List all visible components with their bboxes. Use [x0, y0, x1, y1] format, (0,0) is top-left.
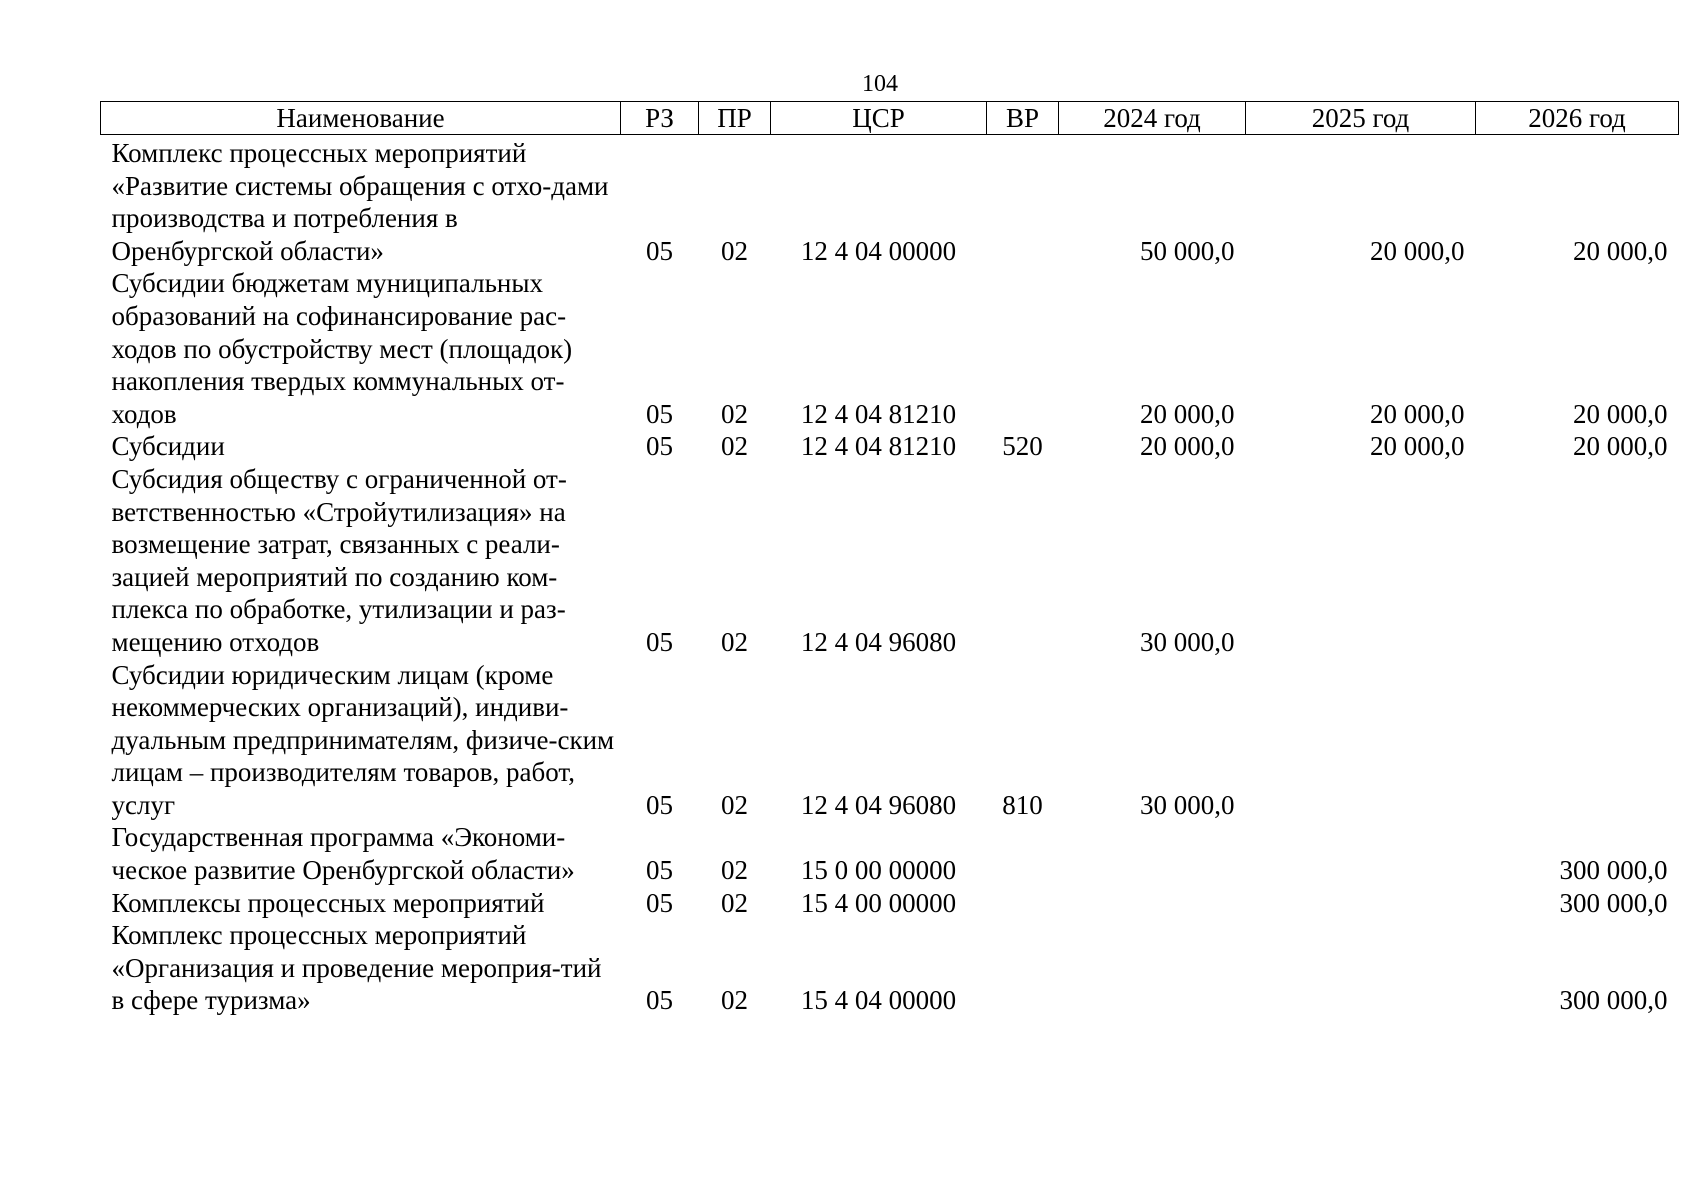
row-2025: 20 000,0	[1370, 431, 1465, 462]
row-csr: 15 0 00 00000	[800, 855, 957, 886]
row-2026: 20 000,0	[1573, 431, 1668, 462]
row-rz: 05	[646, 431, 673, 462]
table-body	[101, 135, 1679, 1018]
row-pr: 02	[721, 887, 748, 918]
row-name: Субсидия обществу с ограниченной от-ветственностью «Стройутилизация» на возмещение затрат, связанных с реали-зацией мероприятий по созданию ком-плекса по обработке, утилизации и раз-мещению отходов	[111, 463, 567, 657]
row-pr: 02	[721, 789, 748, 820]
header-csr: ЦСР	[771, 102, 987, 135]
table-row	[101, 463, 1679, 659]
row-2025	[1246, 659, 1476, 822]
row-name: Комплексы процессных мероприятий	[111, 887, 545, 918]
row-2024: 20 000,0	[1140, 398, 1235, 429]
row-name: Субсидии юридическим лицам (кроме некоммерческих организаций), индиви-дуальным предпринимателям, физиче-ским лицам – производителям товаров, работ, услуг	[111, 659, 615, 820]
row-csr: 12 4 04 81210	[800, 431, 957, 462]
row-vr	[987, 821, 1059, 886]
row-pr: 02	[721, 431, 748, 462]
header-2026: 2026 год	[1476, 102, 1679, 135]
row-2026: 300 000,0	[1559, 887, 1668, 918]
row-2025	[1246, 821, 1476, 886]
row-2026: 20 000,0	[1573, 398, 1668, 429]
row-vr	[987, 919, 1059, 1017]
row-pr: 02	[721, 626, 748, 657]
row-2024	[1059, 887, 1246, 920]
row-csr: 12 4 04 96080	[800, 626, 957, 657]
table-row	[101, 430, 1679, 463]
table-row	[101, 135, 1679, 268]
row-2024: 30 000,0	[1140, 789, 1235, 820]
header-pr: ПР	[699, 102, 771, 135]
row-2026: 300 000,0	[1559, 855, 1668, 886]
table-header	[101, 102, 1679, 135]
row-vr	[987, 463, 1059, 659]
row-rz: 05	[646, 789, 673, 820]
row-csr: 12 4 04 96080	[800, 789, 957, 820]
row-vr	[987, 135, 1059, 268]
row-vr	[987, 267, 1059, 430]
row-2026	[1476, 659, 1679, 822]
row-rz: 05	[646, 626, 673, 657]
row-pr: 02	[721, 985, 748, 1016]
row-rz: 05	[646, 985, 673, 1016]
row-csr: 15 4 00 00000	[800, 887, 957, 918]
row-name: Государственная программа «Экономи-ческое развитие Оренбургской области»	[111, 822, 575, 886]
row-2024	[1059, 821, 1246, 886]
row-2024: 20 000,0	[1140, 431, 1235, 462]
row-2025	[1246, 919, 1476, 1017]
row-rz: 05	[646, 398, 673, 429]
row-2024: 30 000,0	[1140, 626, 1235, 657]
row-2026	[1476, 463, 1679, 659]
row-2024: 50 000,0	[1140, 235, 1235, 266]
header-2025: 2025 год	[1246, 102, 1476, 135]
row-2026: 20 000,0	[1573, 235, 1668, 266]
row-vr	[987, 887, 1059, 920]
row-2026: 300 000,0	[1559, 985, 1668, 1016]
page-number: 104	[862, 71, 898, 97]
budget-table	[100, 101, 1679, 1017]
table-row	[101, 821, 1679, 886]
header-vr: ВР	[987, 102, 1059, 135]
row-csr: 12 4 04 00000	[800, 235, 957, 266]
header-2024: 2024 год	[1059, 102, 1246, 135]
row-2025	[1246, 463, 1476, 659]
header-rz: РЗ	[621, 102, 699, 135]
row-name: Субсидии	[111, 431, 225, 462]
table-row	[101, 919, 1679, 1017]
row-vr: 810	[1002, 789, 1043, 820]
row-name: Комплекс процессных мероприятий «Развитие системы обращения с отхо-дами производства и потребления в Оренбургской области»	[111, 138, 609, 266]
row-pr: 02	[721, 855, 748, 886]
row-rz: 05	[646, 887, 673, 918]
header-row	[101, 102, 1679, 135]
table-row	[101, 267, 1679, 430]
row-2025: 20 000,0	[1370, 235, 1465, 266]
header-name: Наименование	[101, 102, 621, 135]
row-2024	[1059, 919, 1246, 1017]
row-csr: 15 4 04 00000	[800, 985, 957, 1016]
row-name: Комплекс процессных мероприятий «Организация и проведение мероприя-тий в сфере туризма»	[111, 920, 602, 1016]
row-pr: 02	[721, 235, 748, 266]
row-vr: 520	[1002, 431, 1043, 462]
row-rz: 05	[646, 855, 673, 886]
row-2025: 20 000,0	[1370, 398, 1465, 429]
table-row	[101, 659, 1679, 822]
row-rz: 05	[646, 235, 673, 266]
row-2025	[1246, 887, 1476, 920]
row-name: Субсидии бюджетам муниципальных образований на софинансирование рас-ходов по обустройству мест (площадок) накопления твердых коммунальных от-ходов	[111, 268, 573, 429]
table-row	[101, 887, 1679, 920]
row-pr: 02	[721, 398, 748, 429]
row-csr: 12 4 04 81210	[800, 398, 957, 429]
